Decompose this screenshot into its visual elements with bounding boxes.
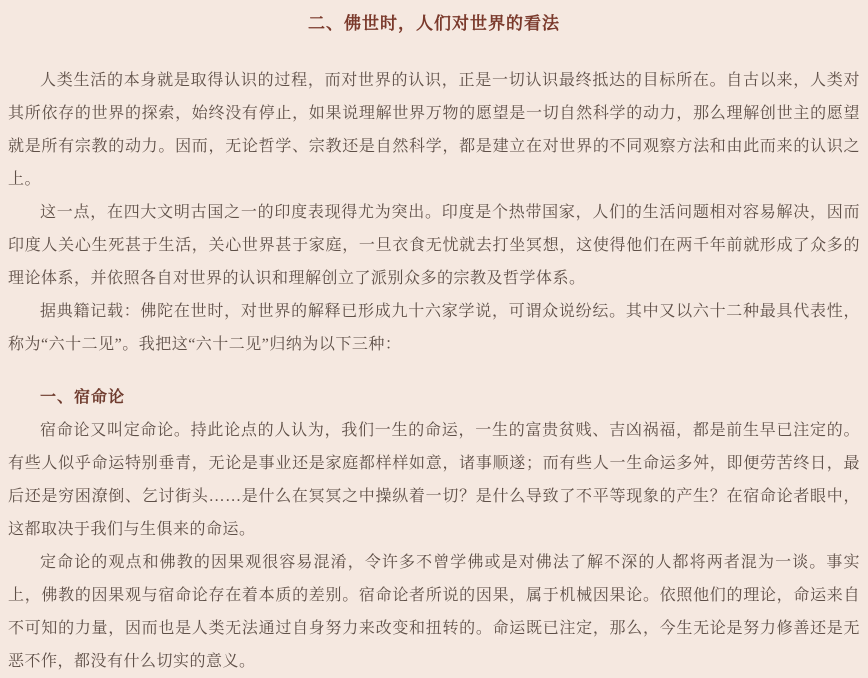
- chapter-title: 二、佛世时，人们对世界的看法: [308, 14, 560, 33]
- paragraph: 定命论的观点和佛教的因果观很容易混淆，令许多不曾学佛或是对佛法了解不深的人都将两者混为一谈。事实上，佛教的因果观与宿命论存在着本质的差别。宿命论者所说的因果，属于机械因果论。依照他们的理论，命运来自不可知的力量，因而也是人类无法通过自身努力来改变和扭转的。命运既已注定，那么，今生无论是努力修善还是无恶不作，都没有什么切实的意义。: [8, 554, 860, 670]
- paragraph: 宿命论又叫定命论。持此论点的人认为，我们一生的命运，一生的富贵贫贱、吉凶祸福，都是前生早已注定的。有些人似乎命运特别垂青，无论是事业还是家庭都样样如意，诸事顺遂；而有些人一生命运多舛，即便劳苦终日，最后还是穷困潦倒、乞讨街头……是什么在冥冥之中操纵着一切？是什么导致了不平等现象的产生？在宿命论者眼中，这都取决于我们与生俱来的命运。: [8, 422, 860, 538]
- document-page: [0, 12, 868, 670]
- chapter-body: [8, 64, 860, 678]
- section-heading-fatalism: 一、宿命论: [40, 389, 126, 406]
- paragraph: 据典籍记载：佛陀在世时，对世界的解释已形成九十六家学说，可谓众说纷纭。其中又以六十二种最具代表性，称为“六十二见”。我把这“六十二见”归纳为以下三种：: [8, 303, 860, 353]
- paragraph: 人类生活的本身就是取得认识的过程，而对世界的认识，正是一切认识最终抵达的目标所在。自古以来，人类对其所依存的世界的探索，始终没有停止，如果说理解世界万物的愿望是一切自然科学的动力，那么理解创世主的愿望就是所有宗教的动力。因而，无论哲学、宗教还是自然科学，都是建立在对世界的不同观察方法和由此而来的认识之上。: [8, 72, 860, 188]
- paragraph: 这一点，在四大文明古国之一的印度表现得尤为突出。印度是个热带国家，人们的生活问题相对容易解决，因而印度人关心生死甚于生活，关心世界甚于家庭，一旦衣食无忧就去打坐冥想，这使得他们在两千年前就形成了众多的理论体系，并依照各自对世界的认识和理解创立了派别众多的宗教及哲学体系。: [8, 204, 860, 287]
